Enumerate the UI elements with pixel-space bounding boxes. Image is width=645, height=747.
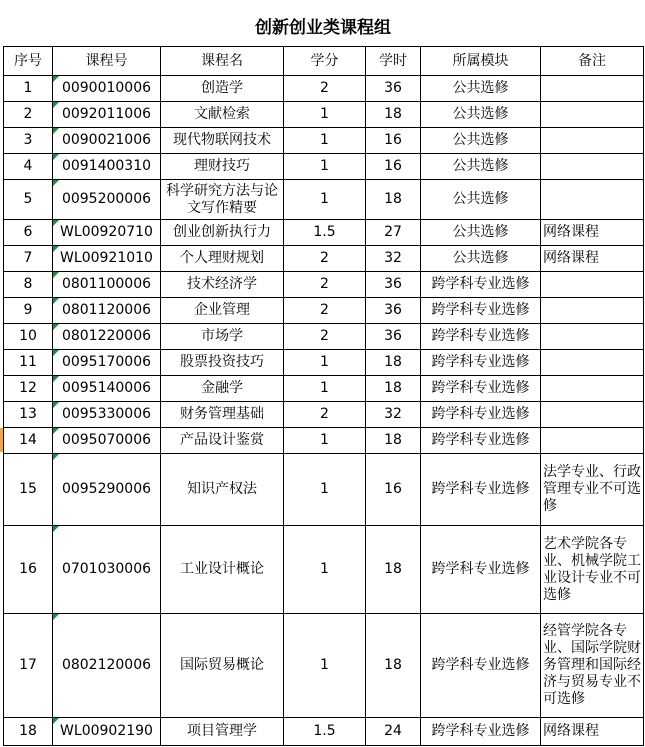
cell-course-code[interactable]: 0801100006: [53, 272, 161, 298]
cell-course-name[interactable]: 金融学: [161, 376, 284, 402]
cell-course-name[interactable]: 创业创新执行力: [161, 220, 284, 246]
cell-credits[interactable]: 1.5: [284, 718, 366, 746]
cell-index[interactable]: 18: [4, 718, 53, 746]
cell-course-code[interactable]: 0095200006: [53, 180, 161, 220]
table-row: [4, 718, 644, 746]
cell-module[interactable]: 跨学科专业选修: [421, 454, 541, 526]
table-row: [4, 76, 644, 102]
header-course-name[interactable]: 课程名: [161, 47, 284, 76]
cell-index[interactable]: 17: [4, 614, 53, 718]
cell-note[interactable]: [541, 102, 644, 128]
cell-module[interactable]: 公共选修: [421, 180, 541, 220]
cell-course-name[interactable]: 财务管理基础: [161, 402, 284, 428]
table-row: [4, 614, 644, 718]
header-note[interactable]: 备注: [541, 47, 644, 76]
cell-note[interactable]: [541, 350, 644, 376]
cell-course-code[interactable]: WL00902190: [53, 718, 161, 746]
table-row: [4, 376, 644, 402]
cell-index[interactable]: 3: [4, 128, 53, 154]
cell-credits[interactable]: 1.5: [284, 220, 366, 246]
cell-module[interactable]: 跨学科专业选修: [421, 324, 541, 350]
cell-index[interactable]: 14: [4, 428, 53, 454]
cell-index[interactable]: 16: [4, 526, 53, 614]
cell-credits[interactable]: 1: [284, 428, 366, 454]
cell-module[interactable]: 公共选修: [421, 154, 541, 180]
table-row: [4, 154, 644, 180]
cell-module[interactable]: 公共选修: [421, 220, 541, 246]
table-row: [4, 272, 644, 298]
table-row: [4, 128, 644, 154]
cell-credits[interactable]: 1: [284, 454, 366, 526]
cell-course-code[interactable]: 0801220006: [53, 324, 161, 350]
cell-note[interactable]: 经管学院各专业、国际学院财务管理和国际经济与贸易专业不可选修: [541, 614, 644, 718]
cell-hours[interactable]: 16: [366, 154, 421, 180]
cell-course-code[interactable]: 0095170006: [53, 350, 161, 376]
cell-index[interactable]: 11: [4, 350, 53, 376]
cell-course-name[interactable]: 创造学: [161, 76, 284, 102]
cell-module[interactable]: 跨学科专业选修: [421, 350, 541, 376]
cell-hours[interactable]: 16: [366, 128, 421, 154]
cell-credits[interactable]: 1: [284, 350, 366, 376]
cell-index[interactable]: 7: [4, 246, 53, 272]
cell-course-code[interactable]: WL00921010: [53, 246, 161, 272]
cell-course-name[interactable]: 市场学: [161, 324, 284, 350]
cell-module[interactable]: 公共选修: [421, 246, 541, 272]
cell-note[interactable]: [541, 76, 644, 102]
cell-note[interactable]: [541, 376, 644, 402]
table-row: [4, 298, 644, 324]
cell-note[interactable]: 网络课程: [541, 246, 644, 272]
cell-credits[interactable]: 2: [284, 246, 366, 272]
cell-hours[interactable]: 18: [366, 350, 421, 376]
cell-credits[interactable]: 1: [284, 154, 366, 180]
table-row: [4, 220, 644, 246]
cell-module[interactable]: 跨学科专业选修: [421, 614, 541, 718]
table-row: [4, 402, 644, 428]
cell-note[interactable]: [541, 128, 644, 154]
cell-course-name[interactable]: 产品设计鉴赏: [161, 428, 284, 454]
header-course-code[interactable]: 课程号: [53, 47, 161, 76]
cell-credits[interactable]: 2: [284, 272, 366, 298]
cell-module[interactable]: 公共选修: [421, 76, 541, 102]
cell-course-name[interactable]: 国际贸易概论: [161, 614, 284, 718]
cell-course-code[interactable]: 0095290006: [53, 454, 161, 526]
cell-course-name[interactable]: 工业设计概论: [161, 526, 284, 614]
cell-index[interactable]: 9: [4, 298, 53, 324]
cell-hours[interactable]: 36: [366, 272, 421, 298]
cell-credits[interactable]: 2: [284, 402, 366, 428]
cell-course-name[interactable]: 科学研究方法与论文写作精要: [161, 180, 284, 220]
cell-credits[interactable]: 2: [284, 324, 366, 350]
cell-note[interactable]: 法学专业、行政管理专业不可选修: [541, 454, 644, 526]
cell-note[interactable]: [541, 402, 644, 428]
header-credits[interactable]: 学分: [284, 47, 366, 76]
table-row: [4, 454, 644, 526]
cell-hours[interactable]: 32: [366, 246, 421, 272]
cell-hours[interactable]: 18: [366, 376, 421, 402]
table-title: 创新创业类课程组: [3, 4, 643, 47]
cell-note[interactable]: [541, 298, 644, 324]
cell-credits[interactable]: 1: [284, 526, 366, 614]
cell-course-code[interactable]: 0091400310: [53, 154, 161, 180]
cell-note[interactable]: [541, 180, 644, 220]
cell-course-code[interactable]: 0090010006: [53, 76, 161, 102]
cell-hours[interactable]: 32: [366, 402, 421, 428]
cell-hours[interactable]: 18: [366, 180, 421, 220]
cell-course-name[interactable]: 知识产权法: [161, 454, 284, 526]
cell-course-name[interactable]: 技术经济学: [161, 272, 284, 298]
header-row: [4, 47, 644, 76]
header-hours[interactable]: 学时: [366, 47, 421, 76]
cell-course-name[interactable]: 股票投资技巧: [161, 350, 284, 376]
course-table: [3, 46, 644, 746]
cell-hours[interactable]: 24: [366, 718, 421, 746]
cell-index[interactable]: 8: [4, 272, 53, 298]
cell-course-code[interactable]: 0095070006: [53, 428, 161, 454]
table-row: [4, 246, 644, 272]
cell-note[interactable]: 艺术学院各专业、机械学院工业设计专业不可选修: [541, 526, 644, 614]
cell-index[interactable]: 6: [4, 220, 53, 246]
cell-index[interactable]: 15: [4, 454, 53, 526]
cell-course-code[interactable]: 0095140006: [53, 376, 161, 402]
cell-credits[interactable]: 1: [284, 376, 366, 402]
table-row: [4, 428, 644, 454]
header-index[interactable]: 序号: [4, 47, 53, 76]
cell-hours[interactable]: 36: [366, 324, 421, 350]
cell-credits[interactable]: 2: [284, 298, 366, 324]
cell-index[interactable]: 10: [4, 324, 53, 350]
cell-course-name[interactable]: 项目管理学: [161, 718, 284, 746]
cell-hours[interactable]: 36: [366, 76, 421, 102]
cell-hours[interactable]: 36: [366, 298, 421, 324]
cell-credits[interactable]: 1: [284, 180, 366, 220]
cell-module[interactable]: 跨学科专业选修: [421, 718, 541, 746]
cell-module[interactable]: 公共选修: [421, 128, 541, 154]
cell-module[interactable]: 跨学科专业选修: [421, 376, 541, 402]
cell-course-code[interactable]: 0701030006: [53, 526, 161, 614]
cell-note[interactable]: [541, 428, 644, 454]
cell-note[interactable]: 网络课程: [541, 718, 644, 746]
cell-credits[interactable]: 1: [284, 614, 366, 718]
cell-course-name[interactable]: 现代物联网技术: [161, 128, 284, 154]
cell-course-code[interactable]: 0092011006: [53, 102, 161, 128]
table-row: [4, 526, 644, 614]
cell-credits[interactable]: 2: [284, 76, 366, 102]
cell-course-name[interactable]: 理财技巧: [161, 154, 284, 180]
cell-note[interactable]: [541, 154, 644, 180]
cell-course-code[interactable]: 0095330006: [53, 402, 161, 428]
cell-note[interactable]: [541, 272, 644, 298]
table-row: [4, 180, 644, 220]
cell-index[interactable]: 5: [4, 180, 53, 220]
cell-module[interactable]: 跨学科专业选修: [421, 428, 541, 454]
cell-index[interactable]: 4: [4, 154, 53, 180]
cell-course-code[interactable]: WL00920710: [53, 220, 161, 246]
cell-course-name[interactable]: 企业管理: [161, 298, 284, 324]
cell-hours[interactable]: 18: [366, 102, 421, 128]
cell-module[interactable]: 跨学科专业选修: [421, 402, 541, 428]
cell-hours[interactable]: 16: [366, 454, 421, 526]
cell-course-name[interactable]: 文献检索: [161, 102, 284, 128]
cell-note[interactable]: 网络课程: [541, 220, 644, 246]
cell-course-code[interactable]: 0802120006: [53, 614, 161, 718]
cell-index[interactable]: 1: [4, 76, 53, 102]
cell-course-name[interactable]: 个人理财规划: [161, 246, 284, 272]
cell-module[interactable]: 跨学科专业选修: [421, 298, 541, 324]
cell-credits[interactable]: 1: [284, 128, 366, 154]
table-row: [4, 324, 644, 350]
cell-hours[interactable]: 18: [366, 614, 421, 718]
cell-credits[interactable]: 1: [284, 102, 366, 128]
cell-module[interactable]: 跨学科专业选修: [421, 272, 541, 298]
cell-index[interactable]: 12: [4, 376, 53, 402]
cell-course-code[interactable]: 0090021006: [53, 128, 161, 154]
cell-hours[interactable]: 18: [366, 428, 421, 454]
cell-course-code[interactable]: 0801120006: [53, 298, 161, 324]
table-row: [4, 102, 644, 128]
cell-index[interactable]: 13: [4, 402, 53, 428]
cell-hours[interactable]: 18: [366, 526, 421, 614]
table-row: [4, 350, 644, 376]
cell-hours[interactable]: 27: [366, 220, 421, 246]
cell-note[interactable]: [541, 324, 644, 350]
header-module[interactable]: 所属模块: [421, 47, 541, 76]
cell-index[interactable]: 2: [4, 102, 53, 128]
cell-module[interactable]: 跨学科专业选修: [421, 526, 541, 614]
cell-module[interactable]: 公共选修: [421, 102, 541, 128]
